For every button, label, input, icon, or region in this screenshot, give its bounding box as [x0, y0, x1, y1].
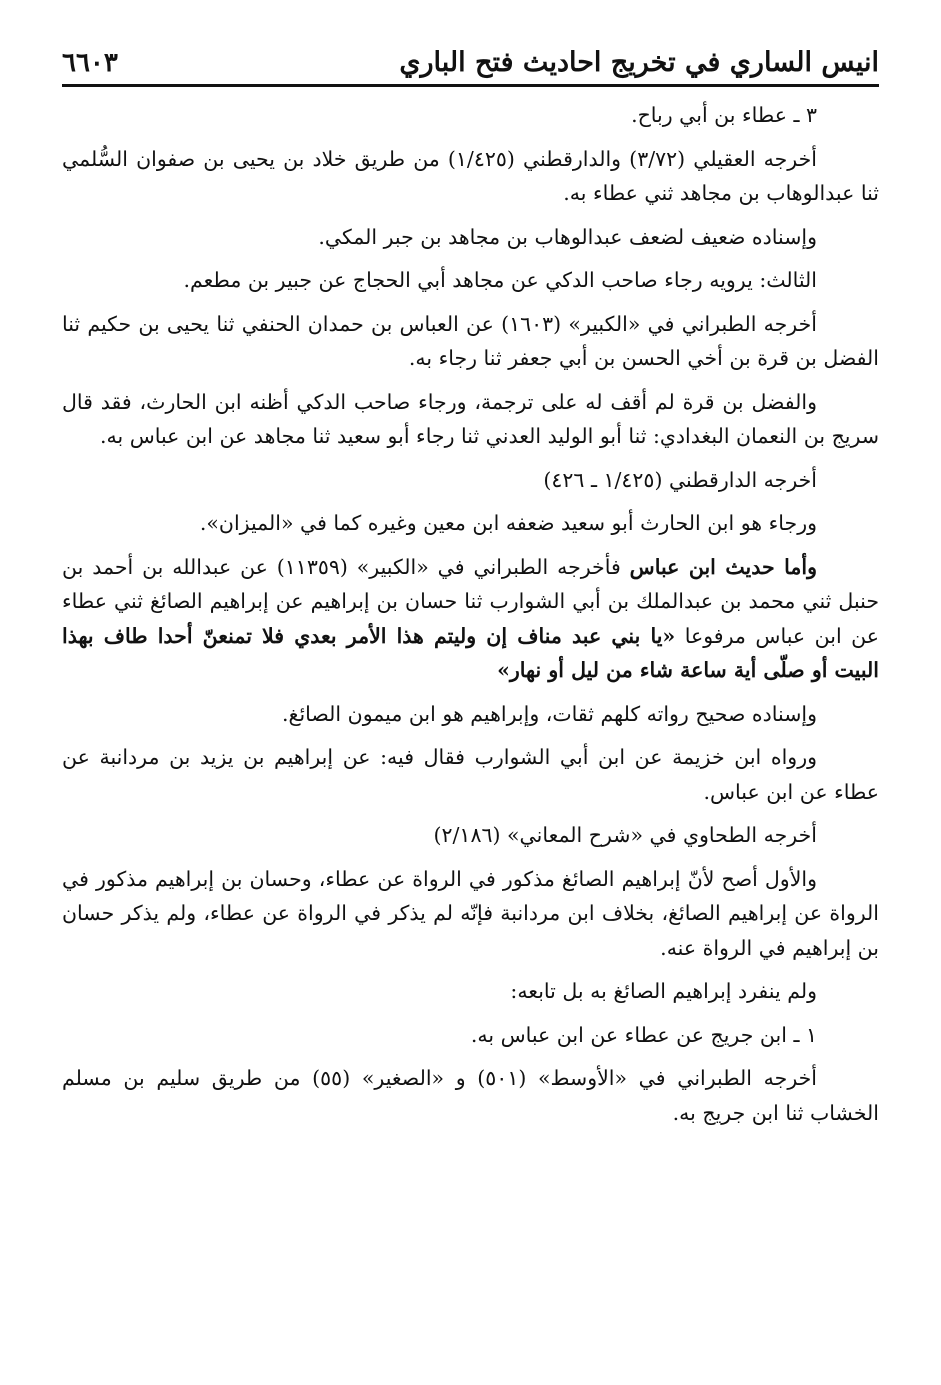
page-body: [62, 98, 879, 1139]
paragraph-takhrij-tabarani: أخرجه الطبراني في «الكبير» (١٦٠٣) عن العباس بن حمدان الحنفي ثنا يحيى بن حكيم ثنا الفضل بن قرة بن أخي الحسن بن أبي جعفر ثنا رجاء به.: [62, 311, 879, 370]
hadith-quote: «يا بني عبد مناف إن وليتم هذا الأمر بعدي فلا تمنعنّ أحدا طاف بهذا البيت أو صلّى أية ساعة شاء من ليل أو نهار»: [62, 623, 879, 682]
book-title: انيس الساري في تخريج احاديث فتح الباري: [399, 47, 879, 78]
paragraph-raja-ibn-harith: ورجاء هو ابن الحارث أبو سعيد ضعفه ابن معين وغيره كما في «الميزان».: [199, 511, 817, 535]
paragraph-takhrij-tahawi: أخرجه الطحاوي في «شرح المعاني» (٢/١٨٦): [433, 823, 817, 847]
paragraph-isnad-daif: وإسناده ضعيف لضعف عبدالوهاب بن مجاهد بن جبر المكي.: [318, 224, 817, 249]
paragraph-ibn-khuzayma: ورواه ابن خزيمة عن ابن أبي الشوارب فقال فيه: عن إبراهيم بن يزيد بن مردانبة عن عطاء عن ابن عباس.: [62, 745, 879, 804]
paragraph-text: فأخرجه الطبراني في «الكبير» (١١٣٥٩) عن عبدالله بن أحمد بن حنبل ثني محمد بن عبدالملك بن أبي الشوارب ثنا حسان بن إبراهيم عن إبراهيم الصائغ ثني عطاء عن ابن عباس مرفوعا: [62, 554, 879, 648]
paragraph-takhrij-awsat: أخرجه الطبراني في «الأوسط» (٥٠١) و «الصغير» (٥٥) من طريق سليم بن مسلم الخشاب ثنا ابن جريج به.: [62, 1066, 879, 1125]
paragraph-third-narration: الثالث: يرويه رجاء صاحب الدكي عن مجاهد أبي الحجاج عن جبير بن مطعم.: [183, 268, 817, 292]
paragraph-mutaba: ولم ينفرد إبراهيم الصائغ به بل تابعه:: [510, 979, 817, 1003]
bold-lead: وأما حديث ابن عباس: [629, 554, 817, 579]
paragraph-first-is-sounder: والأول أصح لأنّ إبراهيم الصائغ مذكور في الرواة عن عطاء، وحسان بن إبراهيم مذكور في الرواة عن إبراهيم الصائغ، بخلاف ابن مردانبة فإنّه لم يذكر في الرواة عن عطاء، ولم يذكر حسان بن إبراهيم في الرواة عنه.: [62, 866, 879, 960]
paragraph-fadl-ibn-qurra: والفضل بن قرة لم أقف له على ترجمة، ورجاء صاحب الدكي أظنه ابن الحارث، فقد قال سريج بن النعمان البغدادي: ثنا أبو الوليد العدني ثنا رجاء أبو سعيد ثنا مجاهد عن ابن عباس به.: [62, 389, 879, 448]
paragraph-takhrij-uqayli: أخرجه العقيلي (٣/٧٢) والدارقطني (١/٤٢٥) من طريق خلاد بن يحيى بن صفوان السُّلمي ثنا عبدالوهاب بن مجاهد ثني عطاء به.: [62, 146, 879, 205]
paragraph-ibn-abbas-hadith: [62, 550, 879, 688]
paragraph-isnad-sahih: وإسناده صحيح رواته كلهم ثقات، وإبراهيم هو ابن ميمون الصائغ.: [282, 701, 817, 726]
running-header: [62, 28, 879, 87]
page-number: ٦٦٠٣: [62, 48, 118, 78]
paragraph-item-1-ibn-jurayj: ١ ـ ابن جريج عن عطاء عن ابن عباس به.: [470, 1022, 817, 1047]
paragraph-takhrij-daraqutni: أخرجه الدارقطني (١/٤٢٥ ـ ٤٢٦): [543, 467, 817, 492]
paragraph-item-3-ata: ٣ ـ عطاء بن أبي رباح.: [631, 103, 817, 127]
